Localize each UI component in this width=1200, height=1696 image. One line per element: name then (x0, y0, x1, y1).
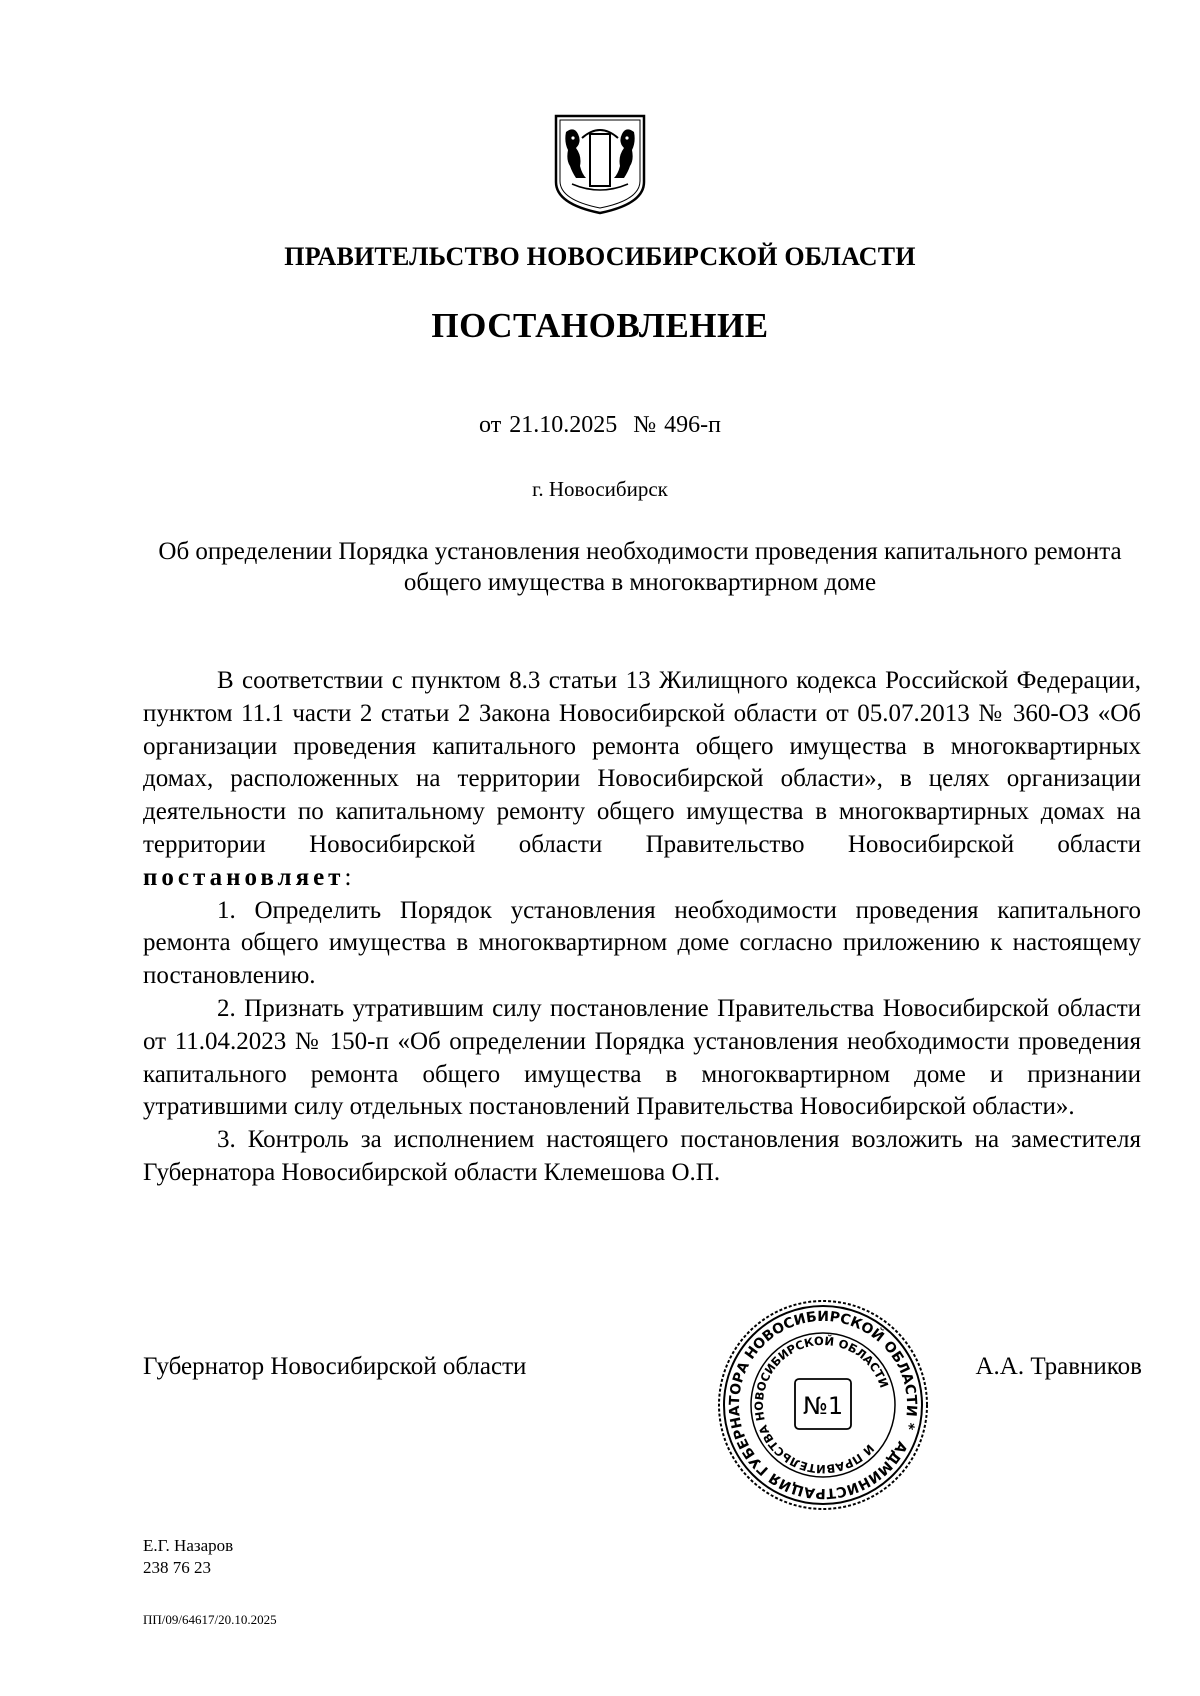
document-body (143, 665, 1141, 1190)
decree-item-2: 2. Признать утратившим силу постановление Правительства Новосибирской области от 11.04.2023 № 150-п «Об определении Порядка установления необходимости проведения капитального ремонта общего имущества в многоквартирном доме и признании утратившими силу отдельных постановлений Правительства Новосибирской области». (143, 994, 1141, 1121)
seal-inner-text: И ПРАВИТЕЛЬСТВА НОВОСИБИРСКОЙ ОБЛАСТИ (751, 1333, 892, 1477)
document-type: ПОСТАНОВЛЕНИЕ (431, 306, 769, 345)
decree-word: постановляет (143, 863, 345, 891)
signatory-position: Губернатор Новосибирской области (143, 1353, 527, 1380)
preamble-text: В соответствии с пунктом 8.3 статьи 13 Жилищного кодекса Российской Федерации, пунктом 11.1 части 2 статьи 2 Закона Новосибирской области от 05.07.2013 № 360-ОЗ «Об организации проведения капитального ремонта общего имущества в многоквартирных домах, расположенных на территории Новосибирской области», в целях организации деятельности по капитальному ремонту общего имущества в многоквартирных домах на территории Новосибирской области Правительство Новосибирской области (143, 667, 1141, 858)
document-city: г. Новосибирск (532, 477, 668, 501)
seal-center-number: №1 (802, 1392, 844, 1420)
executor-name: Е.Г. Назаров (143, 1536, 234, 1555)
preamble-paragraph (143, 665, 1141, 895)
document-title: Об определении Порядка установления необходимости проведения капитального ремонта общего имущества в многоквартирном доме (158, 538, 1122, 596)
decree-item-1: 1. Определить Порядок установления необходимости проведения капитального ремонта общего имущества в многоквартирном доме согласно приложению к настоящему постановлению. (143, 896, 1141, 990)
seal-outer-text: АДМИНИСТРАЦИЯ ГУБЕРНАТОРА НОВОСИБИРСКОЙ ОБЛАСТИ * (726, 1308, 920, 1502)
executor-phone: 238 76 23 (143, 1558, 211, 1577)
decree-colon: : (344, 863, 352, 891)
organization-name: ПРАВИТЕЛЬСТВО НОВОСИБИРСКОЙ ОБЛАСТИ (284, 242, 916, 271)
signatory-name: А.А. Травников (975, 1353, 1142, 1380)
document-date-number: от 21.10.2025 № 496-п (479, 412, 721, 438)
coat-of-arms-emblem (552, 112, 648, 217)
document-reference: ПП/09/64617/20.10.2025 (143, 1612, 277, 1627)
decree-item-3: 3. Контроль за исполнением настоящего постановления возложить на заместителя Губернатора Новосибирской области Клемешова О.П. (143, 1126, 1141, 1186)
official-seal-stamp (713, 1295, 933, 1515)
